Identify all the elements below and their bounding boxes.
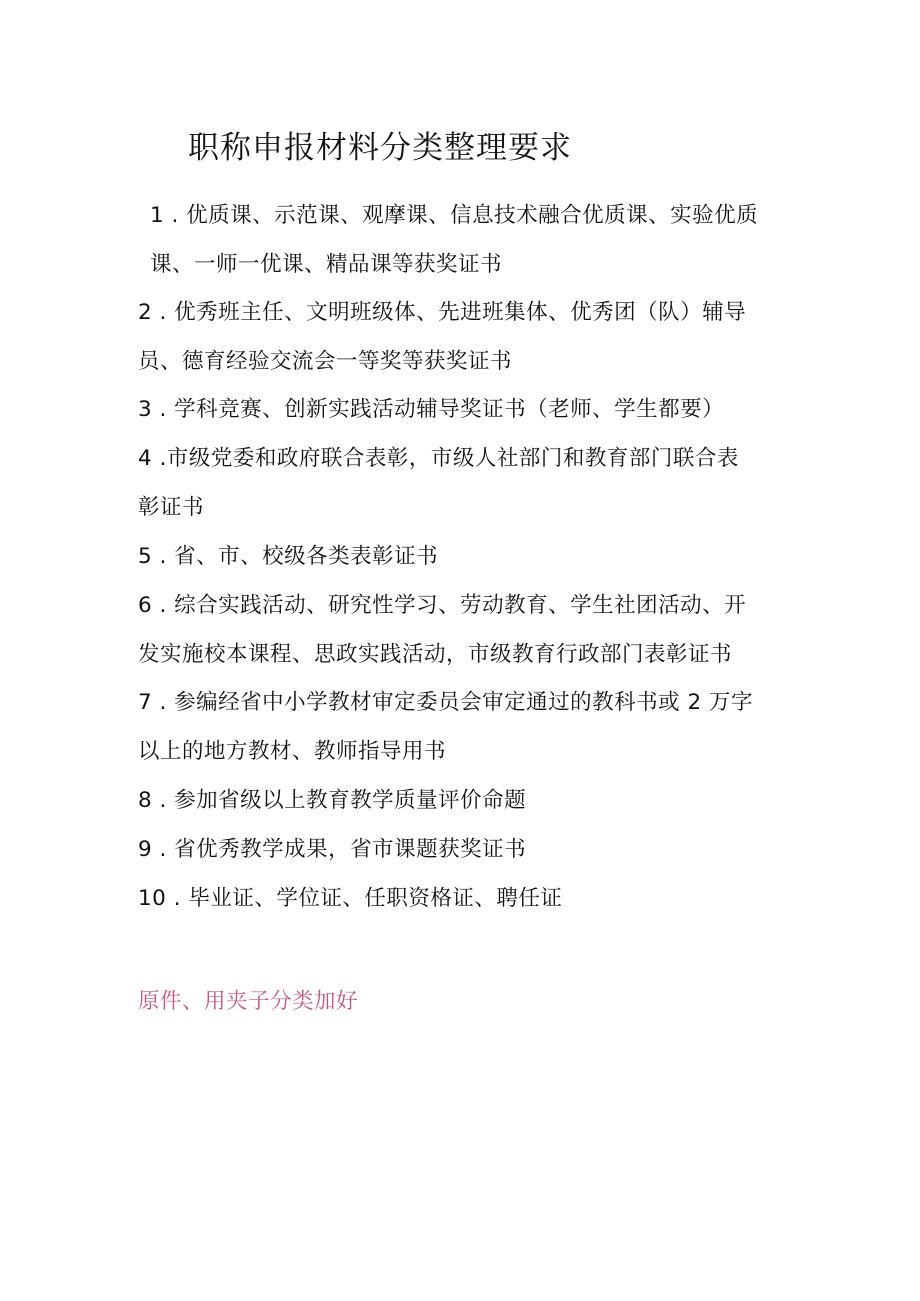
list-item-line: 5 . 省、市、校级各类表彰证书 xyxy=(138,544,439,569)
list-item xyxy=(138,288,798,386)
list-item-line: 2 . 优秀班主任、文明班级体、先进班集体、优秀团（队）辅导 xyxy=(138,300,747,325)
list-item-line: 以上的地方教材、教师指导用书 xyxy=(138,739,447,764)
list-item-line: 10 . 毕业证、学位证、任职资格证、聘任证 xyxy=(138,886,563,911)
list-item xyxy=(138,776,798,825)
list-item-line: 员、德育经验交流会一等奖等获奖证书 xyxy=(138,349,513,374)
list-item-line: 1 . 优质课、示范课、观摩课、信息技术融合优质课、实验优质 xyxy=(150,203,759,228)
list-item xyxy=(138,385,798,434)
list-item-line: 发实施校本课程、思政实践活动，市级教育行政部门表彰证书 xyxy=(138,642,733,667)
list-item xyxy=(150,191,810,289)
list-item-line: 7 . 参编经省中小学教材审定委员会审定通过的教科书或 2 万字 xyxy=(138,690,754,715)
list-item xyxy=(138,678,798,776)
document-title: 职称申报材料分类整理要求 xyxy=(188,130,572,166)
list-item-line: 3 . 学科竞赛、创新实践活动辅导奖证书（老师、学生都要） xyxy=(138,397,725,422)
list-item xyxy=(138,434,798,532)
list-item xyxy=(138,581,798,679)
list-item-line: 课、一师一优课、精品课等获奖证书 xyxy=(150,252,503,277)
list-item-line: 9 . 省优秀教学成果，省市课题获奖证书 xyxy=(138,837,527,862)
list-item xyxy=(138,532,798,581)
document-note: 原件、用夹子分类加好 xyxy=(138,989,359,1014)
list-item-line: 4 .市级党委和政府联合表彰，市级人社部门和教育部门联合表 xyxy=(138,446,739,471)
list-item xyxy=(138,874,798,923)
list-item-line: 彰证书 xyxy=(138,495,205,520)
list-item xyxy=(138,825,798,874)
list-item-line: 8 . 参加省级以上教育教学质量评价命题 xyxy=(138,788,527,813)
list-item-line: 6 . 综合实践活动、研究性学习、劳动教育、学生社团活动、开 xyxy=(138,593,747,618)
